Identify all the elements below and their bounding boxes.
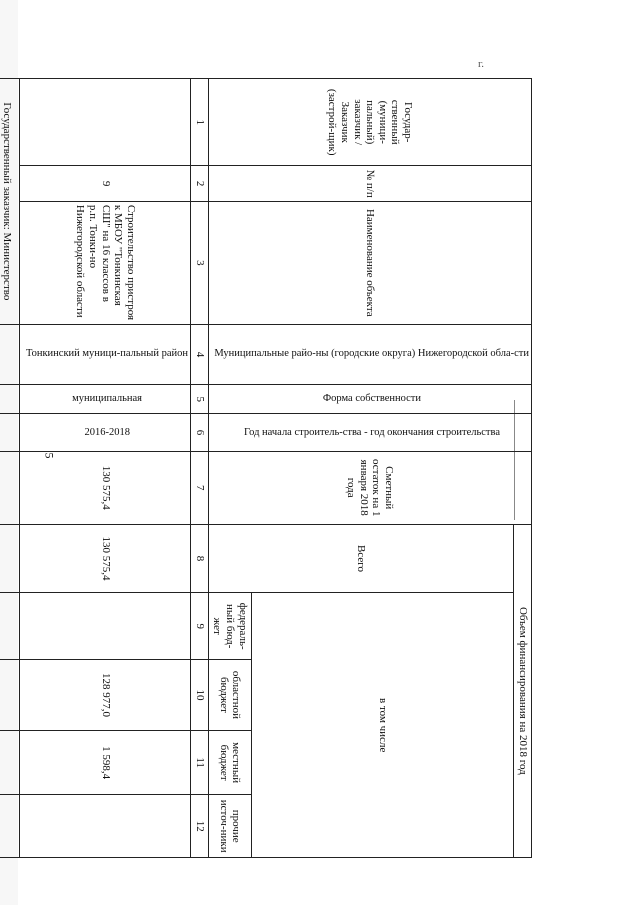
header-regional: областной бюджет <box>208 660 251 731</box>
row9-other <box>20 795 191 858</box>
row9-balance: 130 575,4 <box>20 451 191 524</box>
row9-local: 1 598,4 <box>20 730 191 795</box>
col-number: 12 <box>191 795 209 858</box>
col-number: 1 <box>191 79 209 166</box>
row9-regional: 128 977,0 <box>20 660 191 731</box>
header-object-name: Наименование объекта <box>208 201 531 324</box>
customer-label: Государственный заказчик: Министерство <box>0 79 20 325</box>
header-ownership-text: Форма собственности <box>322 393 421 405</box>
header-financing: Объем финансирования на 2018 год <box>514 524 532 857</box>
col-number: 6 <box>191 414 209 451</box>
header-years-text: Год начала строитель-ства - год окончания строительства <box>243 426 500 438</box>
customer-ownership <box>0 385 20 414</box>
header-total: Всего <box>208 524 514 593</box>
page-number: 5 <box>42 452 57 459</box>
customer-row <box>0 79 20 858</box>
row9-num: 9 <box>20 166 191 201</box>
header-district <box>208 324 531 384</box>
row9-district-text: Тонкинский муници-пальный район <box>26 348 189 360</box>
header-balance: Сметный остаток на 1 января 2018 года <box>208 451 531 524</box>
row9-years <box>20 414 191 451</box>
col-number: 7 <box>191 451 209 524</box>
header-years <box>208 414 531 451</box>
col-number: 2 <box>191 166 209 201</box>
col-number: 4 <box>191 324 209 384</box>
row9-years-text: 2016-2018 <box>84 426 130 438</box>
financing-table <box>0 78 532 858</box>
customer-district <box>0 324 20 384</box>
row9-federal <box>20 593 191 660</box>
customer-total <box>0 524 20 593</box>
col-number: 11 <box>191 730 209 795</box>
col-number: 8 <box>191 524 209 593</box>
table-row-9 <box>20 79 191 858</box>
col-number: 9 <box>191 593 209 660</box>
customer-local <box>0 730 20 795</box>
row9-name: Строительство пристроя к МБОУ "Тонкинская СШ" на 16 классов в р.п. Тонки-но Нижегородской области <box>20 201 191 324</box>
row9-total: 130 575,4 <box>20 524 191 593</box>
header-customer: Государ-ственный (муници-пальный) заказчик / Заказчик (застрой-щик) <box>208 79 531 166</box>
column-number-row <box>191 79 209 858</box>
row9-district <box>20 324 191 384</box>
margin-mark: г. <box>478 58 485 70</box>
row9-ownership <box>20 385 191 414</box>
header-ownership <box>208 385 531 414</box>
header-num: № п/п <box>208 166 531 201</box>
customer-regional <box>0 660 20 731</box>
header-other: прочие источ-ники <box>208 795 251 858</box>
col-number: 5 <box>191 385 209 414</box>
customer-balance <box>0 451 20 524</box>
row9-ownership-text: муниципальная <box>72 393 142 405</box>
customer-federal <box>0 593 20 660</box>
row9-customer <box>20 79 191 166</box>
financing-table-rotated <box>0 78 532 858</box>
col-number: 3 <box>191 201 209 324</box>
header-district-text: Муниципальные райо-ны (городские округа) Нижегородской обла-сти <box>214 348 529 360</box>
header-local: местный бюджет <box>208 730 251 795</box>
customer-other <box>0 795 20 858</box>
col-number: 10 <box>191 660 209 731</box>
customer-years <box>0 414 20 451</box>
header-row-1 <box>514 79 532 858</box>
header-federal: федераль-ный бюд-жет <box>208 593 251 660</box>
header-incl: в том числе <box>251 593 514 858</box>
